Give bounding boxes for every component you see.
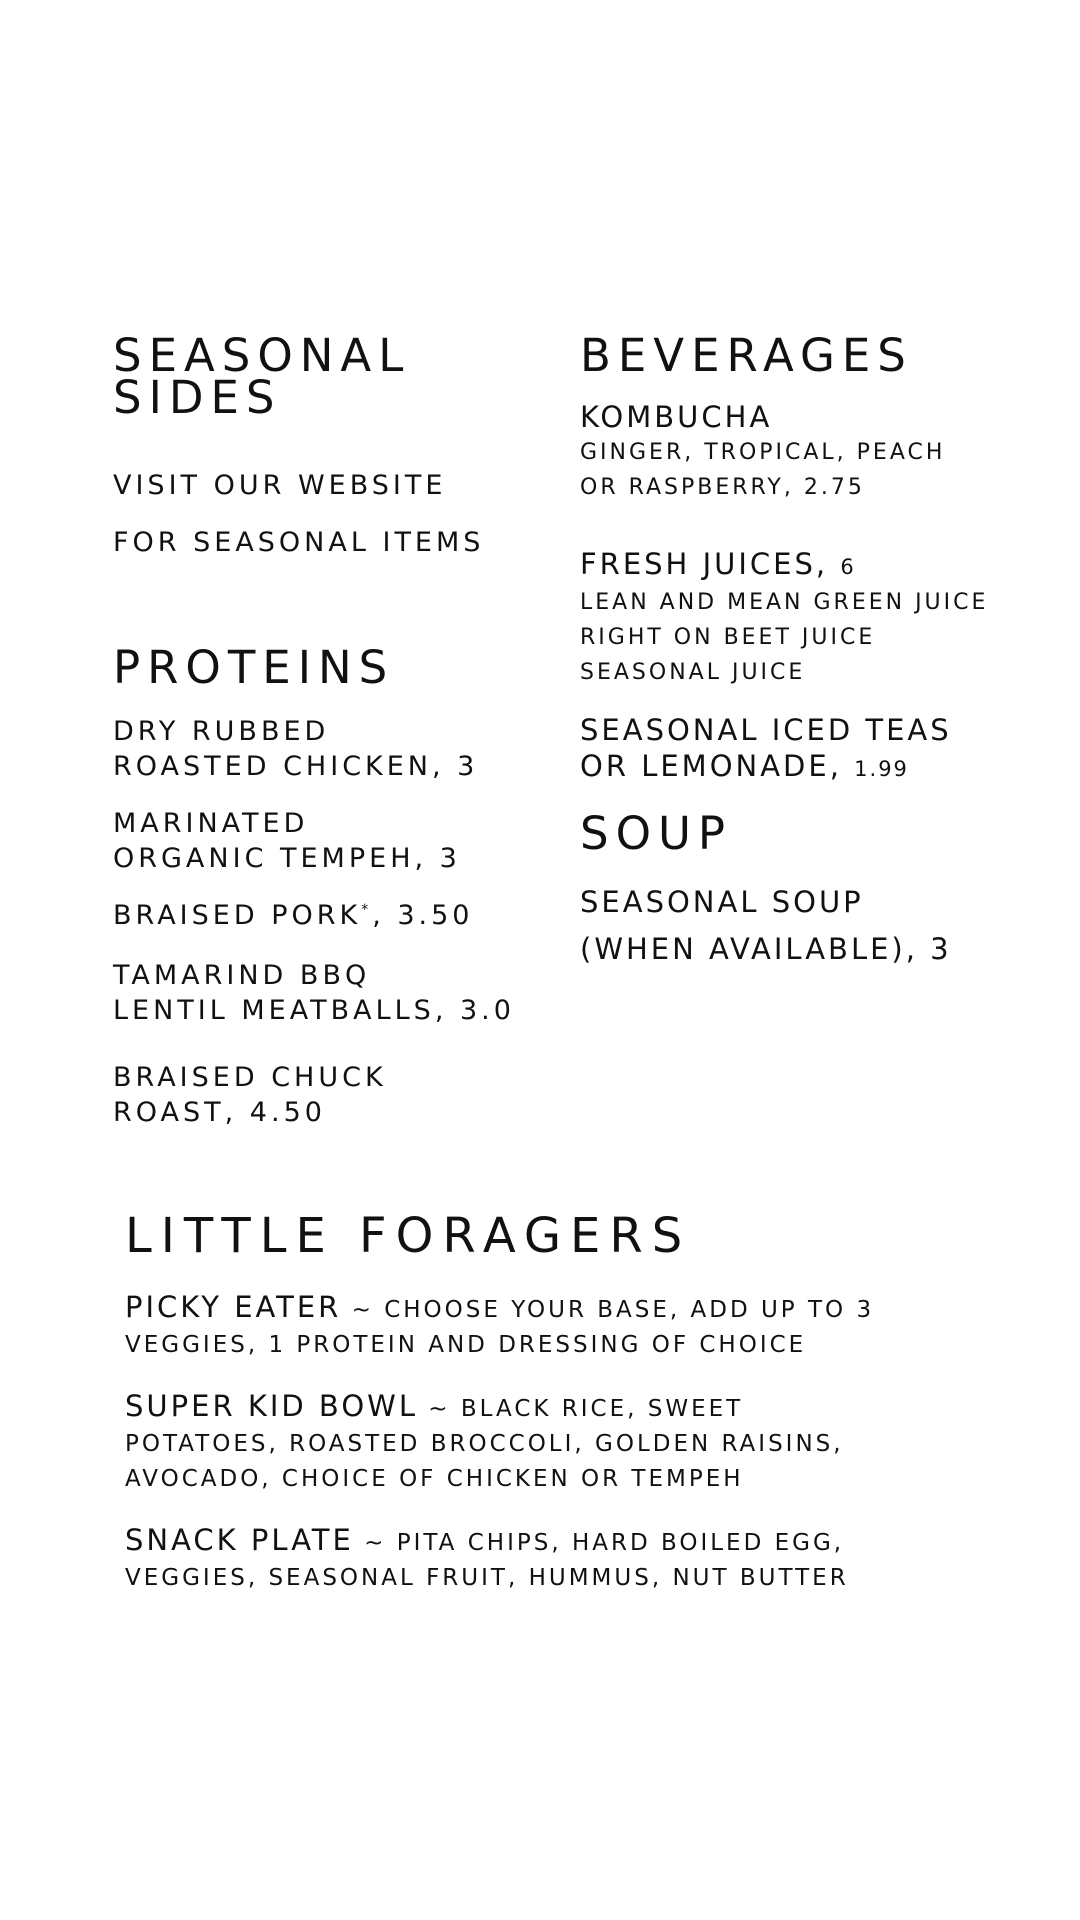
fresh-juices-price: 6: [840, 555, 856, 579]
little-foragers-heading: LITTLE FORAGERS: [125, 1208, 692, 1264]
right-column: [580, 329, 1050, 973]
kids-menu-item-desc: ~ BLACK RICE, SWEET: [417, 1396, 744, 1422]
kombucha-item: [580, 399, 1050, 505]
seasonal-sides-heading-line2: SIDES: [113, 371, 282, 424]
kids-menu-item-line: [125, 1389, 1025, 1427]
seasonal-sides-line: FOR SEASONAL ITEMS: [113, 527, 485, 558]
protein-item-line: LENTIL MEATBALLS, 3.0: [113, 995, 515, 1026]
little-foragers-section: [125, 1210, 1025, 1622]
kids-menu-item-line: VEGGIES, SEASONAL FRUIT, HUMMUS, NUT BUTTER: [125, 1565, 849, 1591]
kombucha-line: GINGER, TROPICAL, PEACH: [580, 440, 946, 465]
kids-menu-item-line: VEGGIES, 1 PROTEIN AND DRESSING OF CHOICE: [125, 1332, 807, 1358]
iced-teas-item: [580, 712, 1050, 787]
protein-item-line: MARINATED: [113, 808, 309, 839]
soup-line: SEASONAL SOUP: [580, 885, 864, 919]
fresh-juices-item: [580, 546, 1050, 690]
asterisk-mark: *: [361, 902, 373, 918]
kids-menu-item-line: AVOCADO, CHOICE OF CHICKEN OR TEMPEH: [125, 1466, 744, 1492]
protein-item-line: TAMARIND BBQ: [113, 960, 371, 991]
protein-item: [113, 714, 533, 784]
juice-option: SEASONAL JUICE: [580, 660, 806, 685]
kombucha-line: OR RASPBERRY, 2.75: [580, 475, 865, 500]
protein-item-price: , 3.50: [372, 900, 474, 931]
protein-item: [113, 898, 533, 933]
protein-item-line: [113, 898, 533, 933]
seasonal-sides-heading: [113, 329, 533, 424]
seasonal-sides-line: VISIT OUR WEBSITE: [113, 470, 447, 501]
beverages-heading: BEVERAGES: [580, 329, 913, 382]
protein-item: [113, 1060, 533, 1130]
fresh-juices-title: [580, 546, 1050, 585]
soup-line: (WHEN AVAILABLE), 3: [580, 932, 952, 966]
left-column: [113, 329, 533, 1130]
kids-menu-item: [125, 1290, 1025, 1363]
kids-menu-item-name: SUPER KID BOWL: [125, 1389, 418, 1423]
proteins-heading: PROTEINS: [113, 641, 395, 694]
protein-item-line: BRAISED CHUCK: [113, 1062, 387, 1093]
kids-menu-item: [125, 1523, 1025, 1596]
iced-teas-price: 1.99: [854, 757, 909, 781]
iced-teas-line: SEASONAL ICED TEAS: [580, 713, 952, 747]
protein-item-line: ROASTED CHICKEN, 3: [113, 751, 479, 782]
juice-option: LEAN AND MEAN GREEN JUICE: [580, 590, 989, 615]
kids-menu-item: [125, 1389, 1025, 1497]
protein-item-name: BRAISED PORK: [113, 900, 362, 931]
kids-menu-item-name: PICKY EATER: [125, 1290, 342, 1324]
kids-menu-item-desc: ~ CHOOSE YOUR BASE, ADD UP TO 3: [341, 1297, 875, 1323]
protein-item-line: DRY RUBBED: [113, 716, 330, 747]
protein-item: [113, 958, 533, 1028]
kids-menu-item-line: [125, 1523, 1025, 1561]
fresh-juices-name: FRESH JUICES,: [580, 547, 829, 581]
kids-menu-item-line: [125, 1290, 1025, 1328]
protein-item-line: ROAST, 4.50: [113, 1097, 326, 1128]
kids-menu-item-desc: ~ PITA CHIPS, HARD BOILED EGG,: [353, 1530, 845, 1556]
iced-teas-line: [580, 748, 1050, 787]
juice-option: RIGHT ON BEET JUICE: [580, 625, 876, 650]
protein-item-line: ORGANIC TEMPEH, 3: [113, 843, 461, 874]
soup-item: [580, 879, 1050, 973]
kids-menu-item-line: POTATOES, ROASTED BROCCOLI, GOLDEN RAISINS,: [125, 1431, 844, 1457]
lemonade-name: OR LEMONADE,: [580, 749, 842, 783]
kids-menu-item-name: SNACK PLATE: [125, 1523, 354, 1557]
kombucha-name: KOMBUCHA: [580, 400, 773, 434]
soup-heading: SOUP: [580, 807, 733, 860]
seasonal-sides-heading-line1: SEASONAL: [113, 329, 411, 382]
protein-item: [113, 806, 533, 876]
seasonal-sides-text: [113, 457, 533, 571]
